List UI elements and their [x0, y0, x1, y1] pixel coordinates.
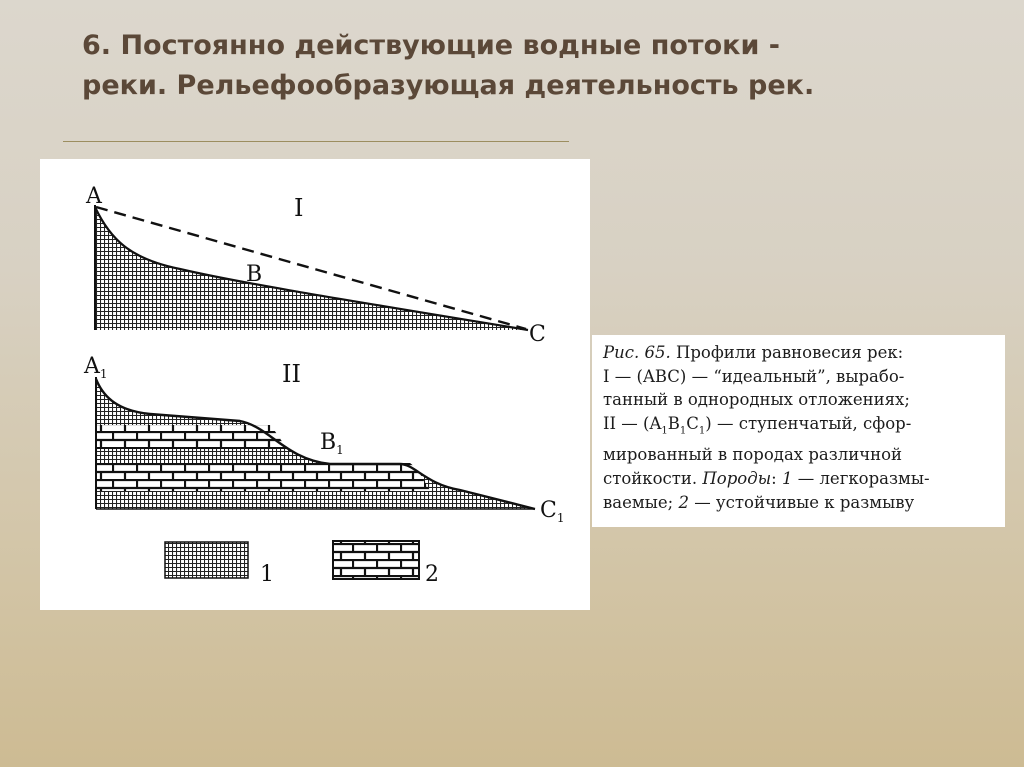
- caption-line-2: [603, 365, 997, 389]
- legend: [165, 541, 439, 587]
- slide-title-line-2: реки. Рельефообразующая деятельность рек.: [82, 70, 815, 101]
- caption-fig-title: Профили равновесия рек:: [675, 343, 904, 362]
- caption-last-start: ваемые;: [603, 492, 674, 512]
- profile-i-point-a: A: [86, 184, 102, 209]
- river-profile-figure: [40, 159, 590, 610]
- caption-line-5: мированный в породах различной: [603, 445, 903, 465]
- legend-swatch-resistant-rock: [333, 541, 419, 579]
- caption-line-1: [603, 341, 997, 365]
- profile-i-point-c: C: [529, 322, 546, 347]
- caption-line-6: стойкости. Породы: 1 — легкоразмы-: [603, 468, 930, 488]
- caption-rocks-label: Породы: [702, 468, 772, 488]
- caption-line-3: танный в однородных отложениях;: [603, 390, 910, 410]
- slide-title: [82, 26, 982, 106]
- caption-ii-prefix: II — (A: [603, 414, 662, 434]
- caption-line-7: [603, 491, 997, 515]
- caption-rocks-2-num: 2: [678, 492, 689, 512]
- caption-fig-ref: Рис. 65.: [603, 343, 671, 362]
- profile-ii-point-b: $B_1$: [320, 430, 344, 457]
- caption-line-2-end: о-: [888, 366, 905, 386]
- caption-ii-c: C: [686, 414, 699, 434]
- river-profile-diagram: [40, 159, 590, 610]
- caption-ii-suffix: ) — ступенчатый, сфор-: [705, 414, 912, 434]
- caption-stability: стойкости.: [603, 468, 698, 488]
- figure-caption: [592, 335, 1005, 527]
- title-underline: [63, 141, 569, 142]
- caption-ii-sub-2: 1: [679, 425, 687, 437]
- profile-i-point-b: B: [246, 262, 263, 287]
- caption-ii-sub-3: 1: [698, 425, 706, 437]
- caption-rocks-1-num: 1: [781, 468, 793, 488]
- caption-rocks-2-text: — устойчивые к размыву: [694, 492, 915, 512]
- profile-i-label: I: [294, 194, 304, 222]
- caption-line-2-text: I — (ABC) — “идеальный”, выраб: [603, 366, 889, 386]
- profile-ii-point-a: $A_1$: [84, 354, 108, 381]
- caption-ii-b: B: [667, 414, 680, 434]
- caption-line-4: [603, 412, 997, 443]
- profile-ii: [83, 354, 564, 525]
- legend-label-1: 1: [260, 562, 274, 587]
- legend-label-2: 2: [425, 562, 439, 587]
- profile-i: [85, 184, 546, 347]
- profile-ii-label: II: [282, 360, 301, 388]
- profile-ii-resistant-layer-lower: [96, 463, 430, 491]
- slide-title-line-1: 6. Постоянно действующие водные потоки -: [82, 30, 780, 61]
- caption-rocks-1-text: — легкоразмы-: [797, 468, 930, 488]
- legend-swatch-soft-rock: [165, 542, 248, 578]
- caption-ii-sub-1: 1: [661, 425, 668, 437]
- profile-ii-point-c: $C_1$: [540, 498, 565, 525]
